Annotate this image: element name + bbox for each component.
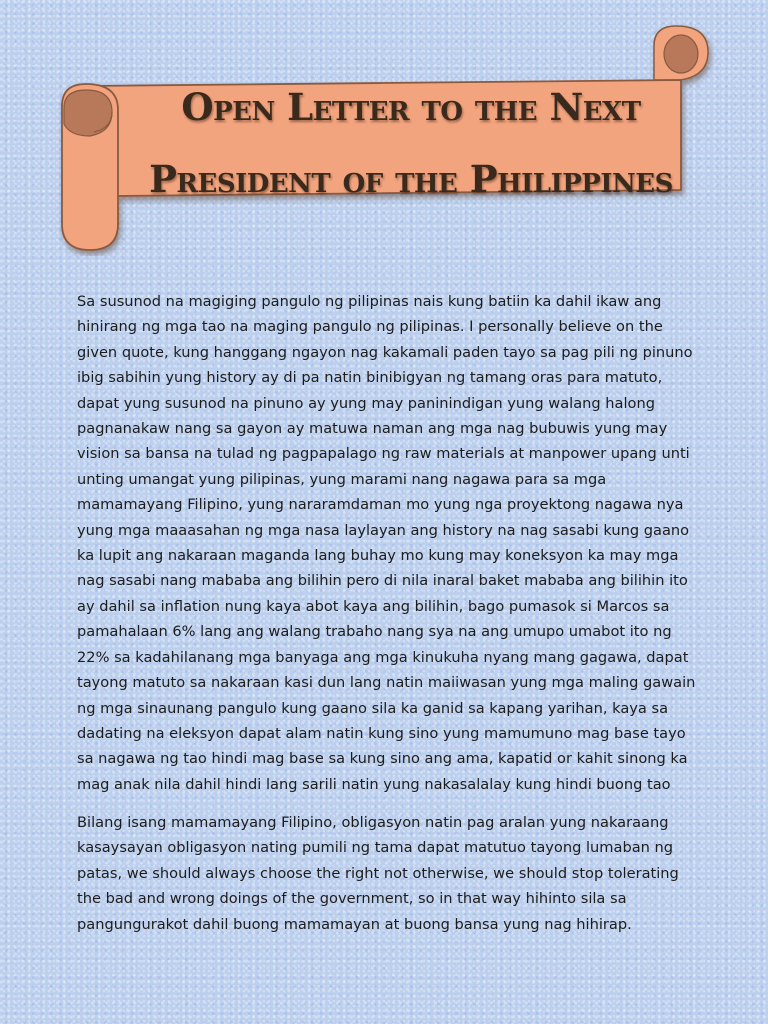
letter-paragraph-1: Sa susunod na magiging pangulo ng pilipinas nais kung batiin ka dahil ikaw ang hinirang ng mga tao na maging pangulo ng pilipinas. I personally believe on the given quote, kung hanggang ngayon nag kakamali paden tayo sa pag pili ng pinuno ibig sabihin yung history ay di pa natin binibigyan ng tamang oras para matuto, dapat yung susunod na pinuno ay yung may paninindigan yung walang halong pagnanakaw nang sa gayon ay matuwa naman ang mga nag bubuwis yung may vision sa bansa na tulad ng pagpapalago ng raw materials at manpower upang unti unting umangat yung pilipinas, yung marami nang nagawa para sa mga mamamayang Filipino, yung nararamdaman mo yung nga proyektong nagawa nya yung mga maaasahan ng mga nasa laylayan ang history na nag sasabi kung gaano ka lupit ang nakaraan maganda lang buhay mo kung may koneksyon ka may mga nag sasabi nang mababa ang bilihin pero di nila inaral baket mababa ang bilihin ito ay dahil sa inflation nung kaya abot kaya ang bilihin, bago pumasok si Marcos sa pamahalaan 6% lang ang walang trabaho nang sya na ang umupo umabot ito ng 22% sa kadahilanang mga banyaga ang mga kinukuha nyang mang gagawa, dapat tayong matuto sa nakaraan kasi dun lang natin maiiwasan yung mga maling gawain ng mga sinaunang pangulo kung gaano sila ka ganid sa kapang yarihan, kaya sa dadating na eleksyon dapat alam natin kung sino yung mamumuno mag base tayo sa nagawa ng tao hindi mag base sa kung sino ang ama, kapatid or kahit sinong ka mag anak nila dahil hindi lang sarili natin yung nakasalalay kung hindi buong tao (77, 293, 696, 793)
page-title (116, 82, 706, 204)
letter-paragraph-2: Bilang isang mamamayang Filipino, obligasyon natin pag aralan yung nakaraang kasaysayan obligasyon nating pumili ng tama dapat matutuo tayong lumaban ng patas, we should always choose the right not otherwise, we should stop tolerating the bad and wrong doings of the government, so in that way hihinto sila sa pangungurakot dahil buong mamamayan at buong bansa yung nag hihirap. (77, 814, 679, 933)
scroll-banner (56, 24, 716, 256)
page-title-line-2: President of the Philippines (149, 157, 673, 201)
page-title-line-1: Open Letter to the Next (181, 85, 641, 129)
